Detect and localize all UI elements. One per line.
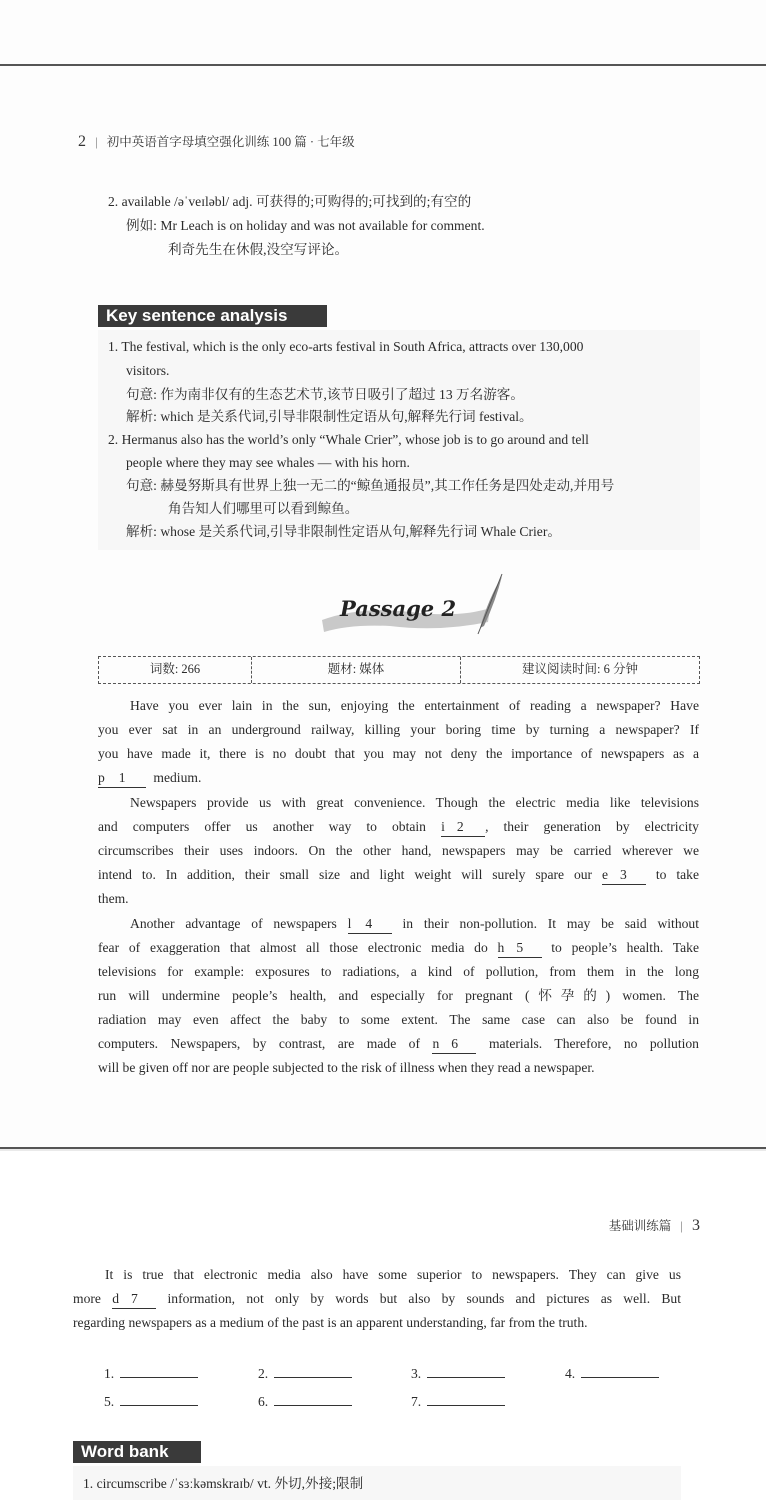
text-line: circumscribes their uses indoors. On the other hand, newspapers may be carried wherever we xyxy=(98,843,699,858)
key-item1-analysis: 解析: which 是关系代词,引导非限制性定语从句,解释先行词 festival。 xyxy=(126,409,533,424)
answer-7[interactable]: 7. xyxy=(411,1391,505,1410)
key-item2-line2: people where they may see whales — with his horn. xyxy=(126,455,410,470)
topic: 题材: 媒体 xyxy=(251,657,460,683)
key-item1-meaning: 句意: 作为南非仅有的生态艺术节,该节日吸引了超过 13 万名游客。 xyxy=(126,387,524,402)
text-line: more d 7 information, not only by words but also by sounds and pictures as well. But xyxy=(73,1287,681,1311)
word-bank-item-1: 1. circumscribe /ˈsɜːkəmskraɪb/ vt. 外切,外接;限制 xyxy=(83,1476,364,1491)
key-item2-analysis: 解析: whose 是关系代词,引导非限制性定语从句,解释先行词 Whale Crier。 xyxy=(126,524,561,539)
answer-5[interactable]: 5. xyxy=(104,1391,198,1410)
page-gap xyxy=(0,1149,766,1151)
text-line: will be given off nor are people subjected to the risk of illness when they read a newspaper. xyxy=(98,1060,595,1075)
paragraph-3 xyxy=(98,912,699,1080)
word-count: 词数: 266 xyxy=(149,662,201,676)
answer-3[interactable]: 3. xyxy=(411,1363,505,1382)
page2-header xyxy=(609,1216,700,1235)
key-item2-meaning2: 角告知人们哪里可以看到鲸鱼。 xyxy=(168,501,359,516)
answer-1[interactable]: 1. xyxy=(104,1363,198,1382)
text-line: regarding newspapers as a medium of the past is an apparent understanding, far from the truth. xyxy=(73,1315,588,1330)
page-header xyxy=(78,132,355,151)
key-item1-line1: 1. The festival, which is the only eco-arts festival in South Africa, attracts over 130,000 xyxy=(108,339,584,354)
blank-1[interactable]: p 1 xyxy=(98,769,146,788)
text-line: p 1 medium. xyxy=(98,766,699,790)
vocab-line: 2. available /əˈveɪləbl/ adj. 可获得的;可购得的;可找到的;有空的 xyxy=(108,194,472,209)
blank-5[interactable]: h 5 xyxy=(498,939,542,958)
paragraph-1 xyxy=(98,694,699,790)
blank-4[interactable]: l 4 xyxy=(348,915,392,934)
passage-title: Passage 2 xyxy=(340,596,457,621)
text-line: and computers offer us another way to obtain i 2 , their generation by electricity xyxy=(98,815,699,839)
text-line: them. xyxy=(98,891,129,906)
page-top-edge xyxy=(0,64,766,66)
passage-info-box xyxy=(98,656,700,684)
text-line: computers. Newspapers, by contrast, are made of n 6 materials. Therefore, no pollution xyxy=(98,1032,699,1056)
vocab-example-cn: 利奇先生在休假,没空写评论。 xyxy=(168,242,349,257)
book-title: 初中英语首字母填空强化训练 100 篇 · 七年级 xyxy=(106,135,355,149)
answer-6[interactable]: 6. xyxy=(258,1391,352,1410)
section-title: 基础训练篇 xyxy=(608,1219,672,1233)
header-divider: | xyxy=(680,1219,683,1233)
blank-2[interactable]: i 2 xyxy=(441,818,485,837)
page-number: 3 xyxy=(692,1217,700,1234)
text-line: fear of exaggeration that almost all those electronic media do h 5 to people’s health. Take xyxy=(98,936,699,960)
text-line: intend to. In addition, their small size and light weight will surely spare our e 3 to take xyxy=(98,863,699,887)
reading-time: 建议阅读时间: 6 分钟 xyxy=(460,657,699,683)
header-divider: | xyxy=(95,135,98,149)
page-number: 2 xyxy=(78,133,86,150)
answer-2[interactable]: 2. xyxy=(258,1363,352,1382)
key-item2-line1: 2. Hermanus also has the world’s only “Whale Crier”, whose job is to go around and tell xyxy=(108,432,589,447)
text-line: televisions for example: exposures to radiations, a kind of pollution, from them in the long xyxy=(98,964,699,979)
text-line: Newspapers provide us with great convenience. Though the electric media like televisions xyxy=(130,795,699,810)
blank-6[interactable]: n 6 xyxy=(432,1035,476,1054)
text-line: you have made it, there is no doubt that you may not deny the importance of newspapers as a xyxy=(98,746,699,761)
blank-7[interactable]: d 7 xyxy=(112,1290,156,1309)
text-line: run will undermine people’s health, and especially for pregnant (怀孕的) women. The xyxy=(98,988,699,1003)
answer-4[interactable]: 4. xyxy=(565,1363,659,1382)
key-sentence-heading: Key sentence analysis xyxy=(98,305,327,327)
word-bank-heading: Word bank xyxy=(73,1441,201,1463)
feather-icon xyxy=(478,574,502,634)
vocab-example-en: 例如: Mr Leach is on holiday and was not available for comment. xyxy=(126,218,485,233)
paragraph-2 xyxy=(98,791,699,911)
blank-3[interactable]: e 3 xyxy=(602,866,646,885)
text-line: It is true that electronic media also have some superior to newspapers. They can give us xyxy=(105,1267,681,1282)
text-line: Another advantage of newspapers l 4 in their non-pollution. It may be said without xyxy=(98,912,699,936)
text-line: you ever sat in an underground railway, killing your boring time by turning a newspaper? If xyxy=(98,722,699,737)
text-line: radiation may even affect the baby to some extent. The same case can also be found in xyxy=(98,1012,699,1027)
text-line: Have you ever lain in the sun, enjoying the entertainment of reading a newspaper? Have xyxy=(130,698,699,713)
paragraph-4 xyxy=(73,1263,681,1335)
key-item2-meaning1: 句意: 赫曼努斯具有世界上独一无二的“鲸鱼通报员”,其工作任务是四处走动,并用号 xyxy=(126,478,615,493)
key-item1-line2: visitors. xyxy=(126,363,170,378)
